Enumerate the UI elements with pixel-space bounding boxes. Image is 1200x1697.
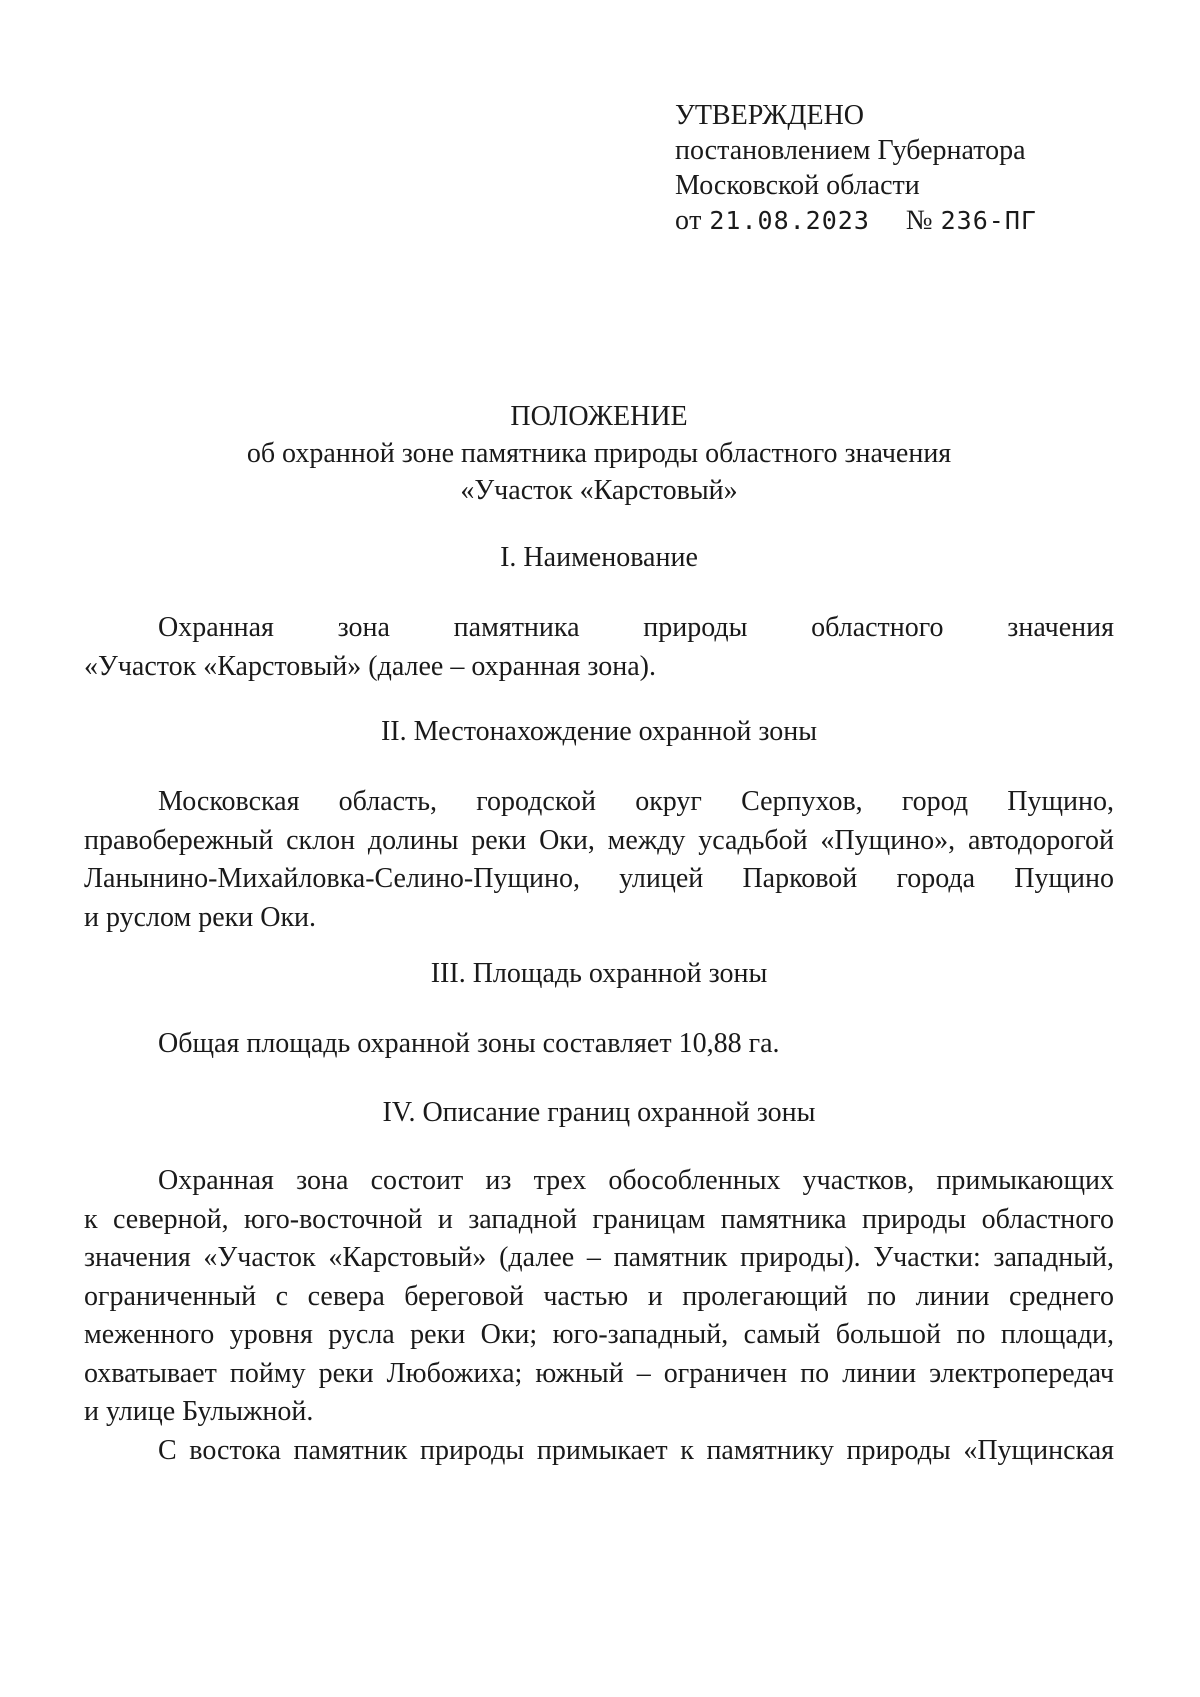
section-heading: II. Местонахождение охранной зоны [380,716,818,747]
paragraph-line: Охранная зона состоит из трех обособленных участков, примыкающих [158,1165,1114,1196]
approval-heading: УТВЕРЖДЕНО [675,100,865,131]
paragraph-line: к северной, юго-восточной и западной границам памятника природы областного [84,1203,1114,1235]
title-subtitle-2: «Участок «Карстовый» [460,475,738,506]
paragraph-line: и руслом реки Оки. [84,901,317,933]
document-title [84,398,1114,509]
approval-by: постановлением Губернатора [675,135,1026,166]
title-subtitle-1: об охранной зоне памятника природы областного значения [246,438,952,469]
paragraph-line: С востока памятник природы примыкает к памятнику природы «Пущинская [158,1434,1114,1466]
paragraph-line: Московская область, городской округ Серпухов, город Пущино, [158,786,1114,817]
section-heading: I. Наименование [500,542,698,573]
title-main: ПОЛОЖЕНИЕ [510,401,688,432]
number-sign: № [905,205,934,236]
section-heading: IV. Описание границ охранной зоны [382,1097,816,1128]
date-prefix: от [675,205,702,236]
section-heading: III. Площадь охранной зоны [430,958,768,989]
paragraph-line: охватывает пойму реки Любожиха; южный – ограничен по линии электропередач [84,1357,1114,1389]
paragraph-line: меженного уровня русла реки Оки; юго-западный, самый большой по площади, [84,1319,1114,1350]
approval-number: 236-ПГ [940,206,1037,235]
approval-date-line [675,203,1135,238]
paragraph-line: Общая площадь охранной зоны составляет 10,88 га. [158,1028,780,1059]
approval-date: 21.08.2023 [709,206,870,235]
section-paragraph [84,609,1114,686]
paragraph-line: Охранная зона памятника природы областного значения [158,612,1114,643]
paragraph-line: и улице Булыжной. [84,1396,314,1427]
paragraph-line: правобережный склон долины реки Оки, между усадьбой «Пущино», автодорогой [84,824,1114,856]
section-paragraph [84,1025,1114,1064]
paragraph-line: «Участок «Карстовый» (далее – охранная зона). [84,650,656,682]
paragraph-line: значения «Участок «Карстовый» (далее – памятник природы). Участки: западный, [84,1242,1114,1273]
approval-stamp [675,98,1135,238]
section-paragraph [84,783,1114,937]
paragraph-line: ограниченный с севера береговой частью и пролегающий по линии среднего [84,1280,1114,1312]
paragraph-line: Ланынино-Михайловка-Селино-Пущино, улицей Парковой города Пущино [84,863,1114,894]
section-paragraph [84,1162,1114,1470]
approval-region: Московской области [675,170,920,201]
